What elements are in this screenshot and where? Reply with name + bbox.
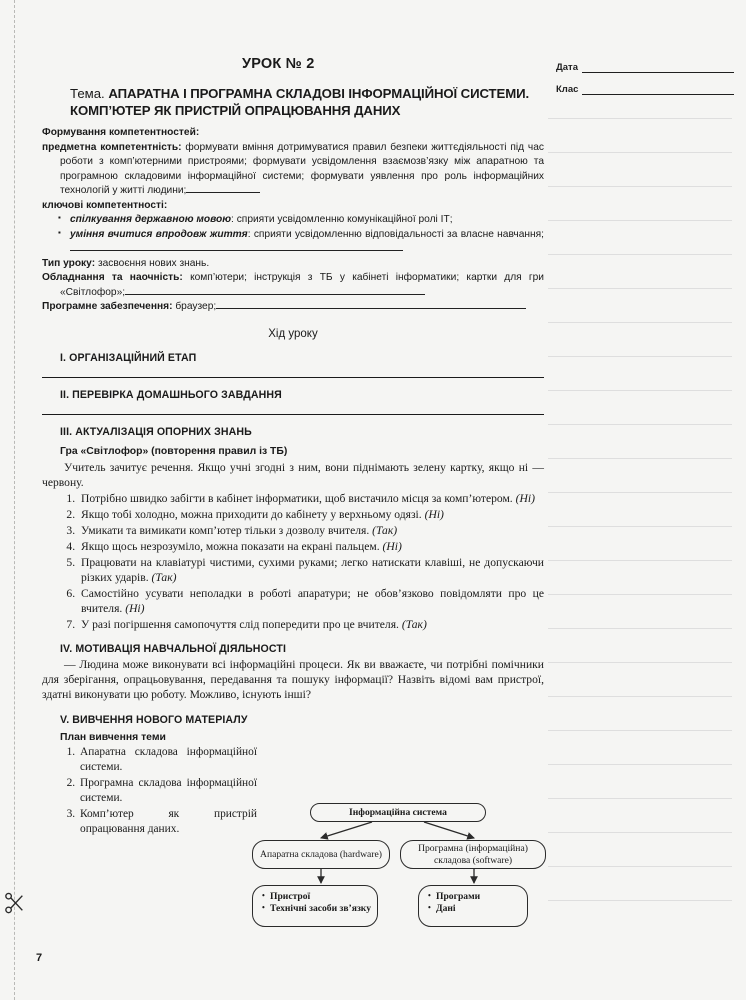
statement-text: Потрібно швидко забігти в кабінет інформатики, щоб вистачило місця за комп’ютером. — [81, 491, 513, 505]
key-competency-fill-line[interactable] — [70, 242, 403, 251]
statement-answer: (Ні) — [424, 507, 444, 521]
statement-text: Якщо тобі холодно, можна приходити до кабінету у верхньому одязі. — [81, 507, 422, 521]
list-item — [78, 539, 544, 554]
header-fields — [556, 62, 734, 106]
date-label: Дата — [556, 62, 578, 73]
bullet-text: : сприяти усвідомленню відповідальності за власне навчання; — [247, 228, 544, 240]
perforation-line — [14, 0, 15, 1000]
course-title: Хід уроку — [268, 327, 318, 340]
software-label: Програмне забезпечення: — [42, 301, 173, 313]
topic-title: АПАРАТНА І ПРОГРАМНА СКЛАДОВІ ІНФОРМАЦІЙНОЇ СИСТЕМИ. КОМП’ЮТЕР ЯК ПРИСТРІЙ ОПРАЦЮВАННЯ ДАНИХ — [70, 86, 530, 119]
section-heading-1: I. ОРГАНІЗАЦІЙНИЙ ЕТАП — [60, 351, 197, 364]
list-item: • Дані — [436, 903, 480, 915]
date-input-line[interactable] — [582, 62, 734, 73]
diagram-node-hardware: Апаратна складова (hardware) — [252, 840, 390, 869]
key-competencies-label: ключові компетентності: — [42, 199, 168, 211]
statement-answer: (Ні) — [125, 602, 145, 616]
list-item — [78, 491, 544, 506]
page-number: 7 — [36, 952, 43, 964]
statement-text: У разі погіршення самопочуття слід попередити про це вчителя. — [81, 618, 399, 632]
class-label: Клас — [556, 84, 579, 95]
software-text: браузер; — [175, 301, 217, 313]
diagram-node-software-items — [418, 885, 528, 927]
statement-answer: (Так) — [372, 523, 398, 537]
list-item — [78, 507, 544, 522]
note-ruled-margin — [548, 118, 732, 918]
bullet-term: уміння вчитися впродовж життя — [70, 228, 248, 240]
game-statements-list — [42, 491, 544, 633]
lesson-type-label: Тип уроку: — [42, 257, 96, 269]
list-item — [78, 617, 544, 632]
lesson-meta — [42, 126, 544, 314]
lesson-topic — [42, 85, 544, 119]
class-field-row[interactable] — [556, 84, 734, 95]
lesson-type-text: засвоєння нових знань. — [97, 257, 210, 269]
subject-fill-line[interactable] — [186, 184, 260, 193]
scissors-icon — [4, 890, 26, 916]
bullet-text: : сприяти усвідомленню комунікаційної ролі ІТ; — [231, 214, 453, 226]
section-divider — [42, 377, 544, 378]
section-heading-2: II. ПЕРЕВІРКА ДОМАШНЬОГО ЗАВДАННЯ — [60, 388, 282, 401]
equipment-text: комп’ютери; інструкція з ТБ у кабінеті інформатики; картки для гри «Світлофор»; — [60, 272, 544, 298]
statement-answer: (Так) — [151, 571, 177, 585]
statement-text: Самостійно усувати неполадки в роботі апаратури; не обов’язково повідомляти про це вчителя. — [81, 587, 544, 616]
list-item — [78, 586, 544, 616]
statement-answer: (Так) — [401, 618, 427, 632]
section-heading-4: IV. МОТИВАЦІЯ НАВЧАЛЬНОЇ ДІЯЛЬНОСТІ — [60, 643, 287, 656]
class-input-line[interactable] — [582, 84, 734, 95]
software-fill-line[interactable] — [216, 300, 526, 309]
competencies-heading: Формування компетентностей: — [42, 127, 200, 139]
list-item: • Технічні засоби зв’язку — [270, 903, 371, 915]
lesson-content — [42, 56, 544, 837]
list-item — [42, 228, 544, 257]
topic-prefix: Тема. — [70, 86, 105, 101]
subject-competency-label: предметна компетентність: — [42, 141, 182, 153]
statement-text: Якщо щось незрозуміло, можна показати на екрані пальцем. — [81, 539, 380, 553]
game-intro-text: Учитель зачитує речення. Якщо учні згодні з ним, вони піднімають зелену картку, якщо ні — червону. — [42, 460, 544, 489]
game-title: Гра «Світлофор» (повторення правил із ТБ) — [60, 445, 288, 457]
diagram-node-hardware-items — [252, 885, 378, 927]
plan-list — [42, 745, 257, 836]
list-item: • Програми — [436, 891, 480, 903]
list-item: 3. Комп’ютер як пристрій опрацювання даних. — [78, 807, 257, 837]
statement-text: Працювати на клавіатурі чистими, сухими руками; легко натискати клавіші, не допускаючи різких ударів. — [81, 555, 544, 585]
section-heading-3: III. АКТУАЛІЗАЦІЯ ОПОРНИХ ЗНАНЬ — [60, 425, 252, 438]
list-item: 2. Програмна складова інформаційної системи. — [78, 776, 257, 806]
subject-competency-text: формувати вміння дотримуватися правил безпеки життєдіяльності під час роботи з комп’ютерними пристроями; формувати усвідомлення взаємозв’язку між апаратною та програмною складовими інформаційної системи; формувати уявлення про роль інформаційних технологій у житті людини; — [60, 141, 544, 197]
bullet-term: спілкування державною мовою — [70, 214, 232, 226]
diagram-node-root: Інформаційна система — [310, 803, 486, 822]
lesson-type — [42, 257, 544, 271]
subject-competency — [42, 141, 544, 199]
diagram-node-software: Програмна (інформаційна) складова (software) — [400, 840, 546, 869]
section-divider — [42, 414, 544, 415]
game-intro — [42, 460, 544, 490]
equipment — [42, 271, 544, 300]
list-item — [78, 555, 544, 585]
list-item: 1. Апаратна складова інформаційної системи. — [78, 745, 257, 775]
motivation-text: — Людина може виконувати всі інформаційні процеси. Як ви вважаєте, чи потрібні помічники для зберігання, опрацьовування, передавання та пошуку інформації? Назвіть відомі вам пристрої, здатні виконувати цю роботу. Можливо, існують інші? — [42, 658, 544, 702]
statement-answer: (Ні) — [382, 539, 402, 553]
list-item — [42, 213, 544, 227]
list-item — [78, 523, 544, 538]
equipment-label: Обладнання та наочність: — [42, 272, 183, 284]
motivation-block — [42, 657, 544, 702]
information-system-diagram — [248, 802, 546, 932]
software — [42, 300, 544, 314]
section-heading-5: V. ВИВЧЕННЯ НОВОГО МАТЕРІАЛУ — [60, 714, 248, 727]
key-competencies-list — [42, 213, 544, 256]
equipment-fill-line[interactable] — [125, 286, 425, 295]
list-item: • Пристрої — [270, 891, 371, 903]
statement-text: Умикати та вимикати комп’ютер тільки з дозволу вчителя. — [81, 523, 370, 537]
plan-title: План вивчення теми — [60, 732, 166, 744]
date-field-row[interactable] — [556, 62, 734, 73]
statement-answer: (Ні) — [515, 491, 535, 505]
lesson-number: УРОК № 2 — [242, 56, 315, 72]
